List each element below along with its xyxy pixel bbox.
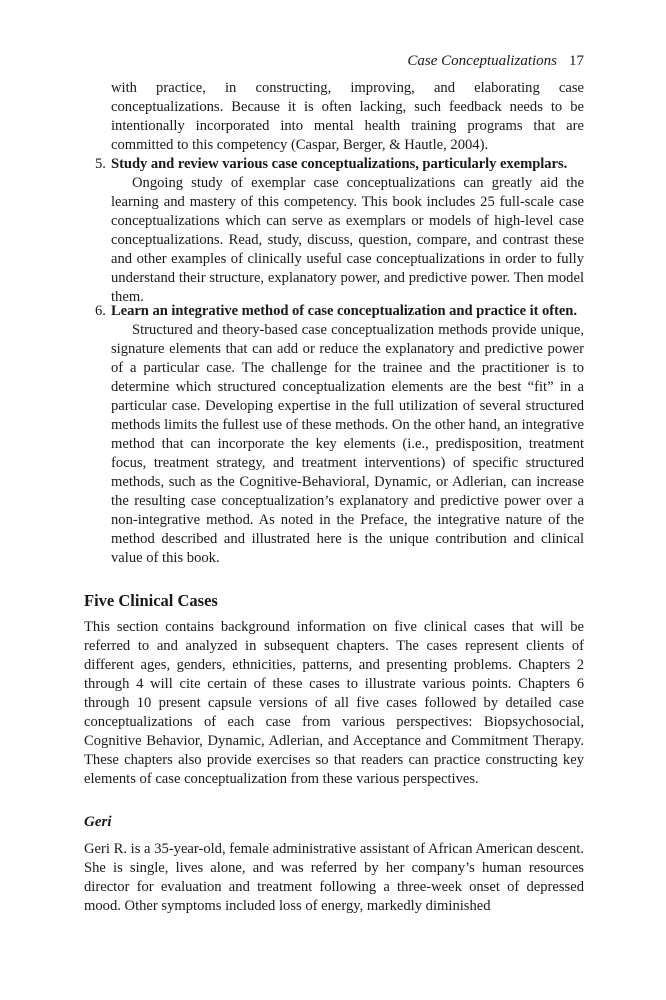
list-item-number: 6.: [95, 303, 106, 319]
list-item-5: [84, 155, 584, 307]
running-head: [84, 52, 584, 71]
subsection-heading: Geri: [84, 814, 112, 830]
list-item-text: Structured and theory-based case conceptualization methods provide unique, signature elements that can add or reduce the explanatory and predictive power of a particular case. The challenge for the trainee and the practitioner is to determine which structured conceptualization elements are the best “fit” in a particular case. Developing expertise in the full utilization of several structured methods limits the fullest use of these methods. On the other hand, an integrative method that can incorporate the key elements (i.e., predisposition, treatment focus, treatment strategy, and treatment interventions) of specific structured methods, such as the Cognitive-Behavioral, Dynamic, or Adlerian, can increase the resulting case conceptualization’s explanatory and predictive power over a non-integrative method. As noted in the Preface, the integrative nature of the method described and illustrated here is the unique contribution and clinical value of this book.: [111, 322, 584, 566]
list-item-body: [111, 302, 584, 568]
list-item-number: 5.: [95, 156, 106, 172]
list-item-heading: Study and review various case conceptualizations, particularly exemplars.: [111, 156, 568, 172]
section-heading: Five Clinical Cases: [84, 591, 218, 610]
subsection-paragraph: Geri R. is a 35-year-old, female administrative assistant of African American descent. She is single, lives alone, and was referred by her company’s human resources director for evaluation and treatment following a three-week onset of depressed mood. Other symptoms included loss of energy, markedly diminished: [84, 841, 584, 914]
list-item-heading: Learn an integrative method of case conceptualization and practice it often.: [111, 303, 577, 319]
book-page: [84, 0, 584, 1000]
running-head-title: Case Conceptualizations: [407, 53, 557, 69]
continuation-paragraph: with practice, in constructing, improving, and elaborating case conceptualizations. Because it is often lacking, such feedback needs to be intentionally incorporated into mental health training programs that are committed to this competency (Caspar, Berger, & Hautle, 2004).: [111, 80, 584, 153]
list-item-text: Ongoing study of exemplar case conceptualizations can greatly aid the learning and mastery of this competency. This book includes 25 full-scale case conceptualizations which can serve as exemplars or models of high-level case conceptualizations. Read, study, discuss, question, compare, and contrast these and other examples of clinically useful case conceptualizations in order to fully understand their structure, explanatory power, and predictive power. Then model them.: [111, 175, 584, 305]
page-number: 17: [569, 53, 584, 69]
list-item-6: [84, 302, 584, 568]
section-paragraph: This section contains background information on five clinical cases that will be referred to and analyzed in subsequent chapters. The cases represent clients of different ages, genders, ethnicities, patterns, and presenting problems. Chapters 2 through 4 will cite certain of these cases to illustrate various points. Chapters 6 through 10 present capsule versions of all five cases followed by detailed case conceptualizations of each case from various perspectives: Biopsychosocial, Cognitive Behavior, Dynamic, Adlerian, and Acceptance and Commitment Therapy. These chapters also provide exercises so that readers can practice constructing key elements of case conceptualization from these various perspectives.: [84, 619, 584, 787]
list-item-body: [111, 155, 584, 307]
